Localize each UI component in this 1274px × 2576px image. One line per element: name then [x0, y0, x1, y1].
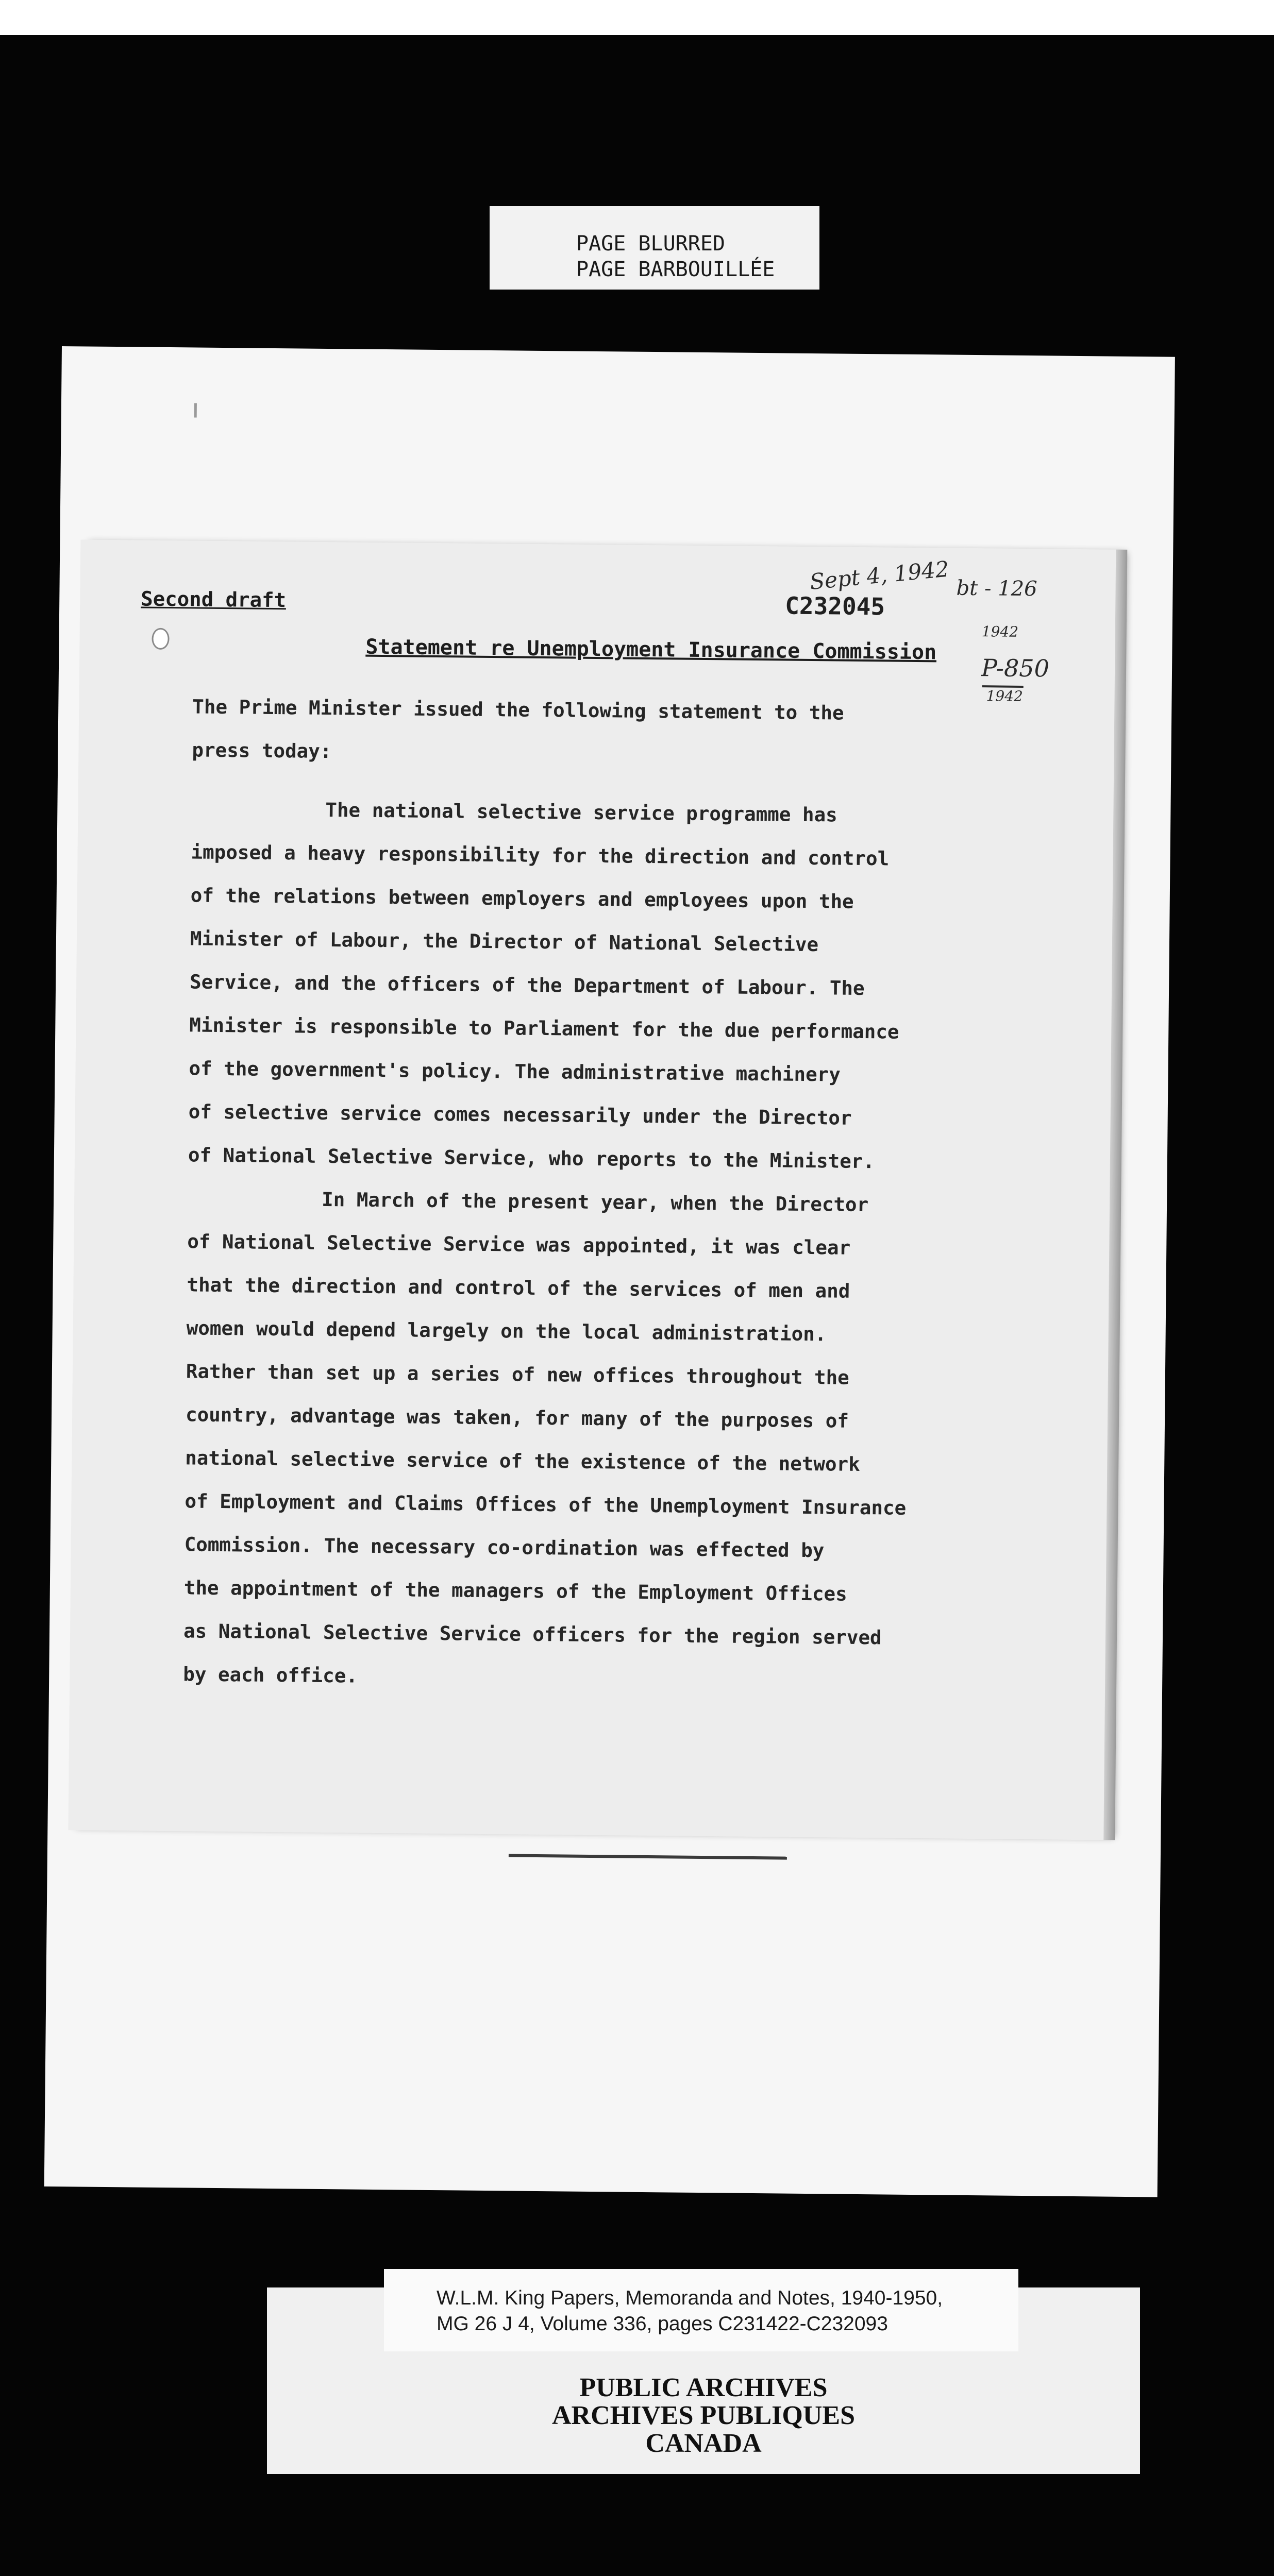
body-line: The Prime Minister issued the following statement to the [192, 695, 844, 724]
body-line: Minister is responsible to Parliament for the due performance [189, 1013, 899, 1043]
body-line: women would depend largely on the local administration. [186, 1316, 827, 1346]
archive-citation-card [384, 2269, 1018, 2351]
stamp-line: ARCHIVES PUBLIQUES [551, 2401, 856, 2430]
archives-stamp [267, 2370, 1140, 2473]
body-line: imposed a heavy responsibility for the direction and control [191, 840, 890, 870]
body-line: of the government's policy. The administrative machinery [189, 1057, 841, 1086]
handwritten-year-bottom: 1942 [986, 687, 1023, 705]
document-number: C232045 [784, 591, 885, 621]
stamp-line: PUBLIC ARCHIVES [579, 2373, 828, 2402]
page-blurred-notice [490, 206, 819, 290]
body-line: Commission. The necessary co-ordination was effected by [184, 1533, 825, 1562]
sheet-mark [194, 403, 197, 417]
body-line: Minister of Labour, the Director of National Selective [190, 927, 819, 956]
notice-line-french: PAGE BARBOUILLÉE [576, 258, 775, 281]
body-line: by each office. [183, 1663, 358, 1687]
body-line: In March of the present year, when the Director [321, 1188, 869, 1216]
draft-label: Second draft [141, 587, 287, 613]
citation-line: W.L.M. King Papers, Memoranda and Notes, 1940-1950, [437, 2287, 943, 2309]
body-line: Service, and the officers of the Department of Labour. The [189, 970, 865, 1000]
punch-hole [152, 628, 169, 650]
body-line: the appointment of the managers of the Employment Offices [183, 1576, 847, 1605]
body-line: national selective service of the existence of the network [185, 1446, 860, 1476]
body-line: of National Selective Service, who reports to the Minister. [188, 1143, 875, 1173]
body-line: of the relations between employers and employees upon the [190, 884, 854, 913]
page-bottom-rule [509, 1854, 787, 1859]
notice-line-english: PAGE BLURRED [576, 232, 725, 256]
document-sheet [44, 346, 1175, 2197]
body-line: country, advantage was taken, for many of the purposes of [185, 1403, 849, 1432]
body-line: that the direction and control of the services of men and [187, 1273, 850, 1302]
handwritten-page: P-850 [981, 654, 1050, 683]
stamp-line: CANADA [645, 2429, 762, 2458]
citation-line: MG 26 J 4, Volume 336, pages C231422-C232093 [437, 2313, 888, 2335]
handwritten-year-top: 1942 [981, 623, 1019, 640]
document-title: Statement re Unemployment Insurance Commission [365, 635, 937, 665]
body-line: of National Selective Service was appointed, it was clear [187, 1230, 851, 1259]
body-line: press today: [192, 738, 332, 763]
body-line: The national selective service programme has [325, 798, 837, 826]
document-body [183, 685, 986, 1703]
handwritten-reference: bt - 126 [956, 576, 1037, 601]
body-line: as National Selective Service officers for the region served [183, 1619, 882, 1649]
body-line: of selective service comes necessarily under the Director [188, 1100, 852, 1129]
typed-page [68, 539, 1124, 1840]
body-line: Rather than set up a series of new offices throughout the [186, 1360, 849, 1389]
body-line: of Employment and Claims Offices of the Unemployment Insurance [185, 1489, 907, 1519]
handwritten-date: Sept 4, 1942 [809, 556, 950, 595]
